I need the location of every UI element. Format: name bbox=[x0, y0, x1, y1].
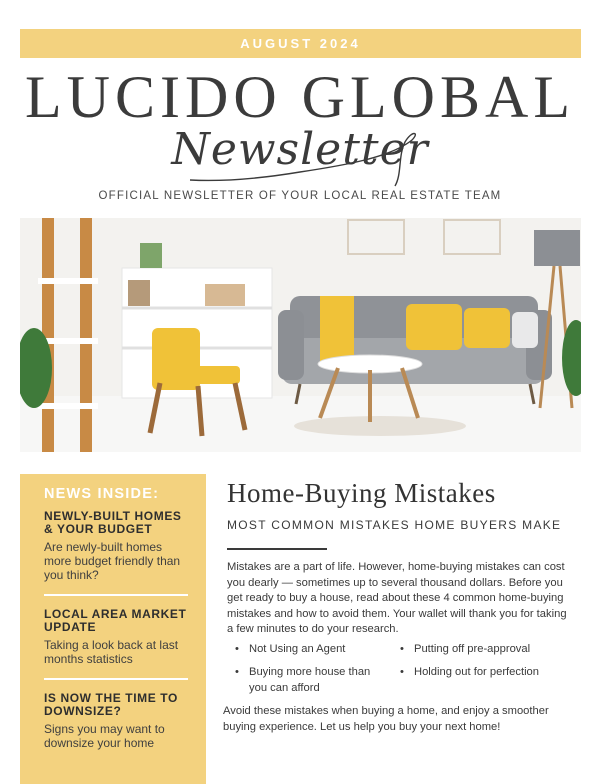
sidebar-heading: NEWS INSIDE: bbox=[44, 486, 160, 502]
list-item: • Holding out for perfection bbox=[400, 665, 570, 696]
living-room-photo bbox=[20, 218, 581, 452]
sidebar-item-title: IS NOW THE TIME TO DOWNSIZE? bbox=[44, 691, 178, 718]
list-item: • Putting off pre-approval bbox=[400, 642, 570, 658]
newsletter-script-title: Newsletter bbox=[171, 124, 429, 175]
news-inside-sidebar bbox=[20, 474, 206, 784]
list-item-text: Holding out for perfection bbox=[414, 666, 540, 678]
article-closing: Avoid these mistakes when buying a home, and enjoy a smoother buying experience. Let us help you buy your next home! bbox=[223, 705, 549, 733]
issue-date-banner: AUGUST 2024 bbox=[20, 29, 581, 58]
brand-name: LUCIDO GLOBAL bbox=[25, 64, 575, 130]
sidebar-divider bbox=[44, 594, 188, 596]
article-body: Mistakes are a part of life. However, home-buying mistakes can cost you dearly — sometimes up to several thousand dollars. Before you get ready to buy a house, read about these 4 common home-buying mistakes and how to avoid them. Your wallet will thank you for taking a few minutes to do your research. bbox=[227, 561, 567, 635]
list-item-text: Putting off pre-approval bbox=[414, 642, 531, 655]
list-item: • Buying more house than you can afford bbox=[235, 665, 390, 696]
sidebar-item-title: NEWLY-BUILT HOMES & YOUR BUDGET bbox=[44, 509, 182, 536]
list-item-text: Buying more house than you can afford bbox=[249, 666, 371, 694]
article-title: Home-Buying Mistakes bbox=[227, 478, 496, 508]
tagline: OFFICIAL NEWSLETTER OF YOUR LOCAL REAL ESTATE TEAM bbox=[98, 190, 502, 202]
sidebar-divider bbox=[44, 678, 188, 680]
sidebar-item-text: Signs you may want to downsize your home bbox=[44, 722, 165, 750]
article-subtitle: MOST COMMON MISTAKES HOME BUYERS MAKE bbox=[227, 518, 562, 532]
list-item-text: Not Using an Agent bbox=[249, 642, 346, 655]
list-item: • Not Using an Agent bbox=[235, 642, 390, 658]
sidebar-item-title: LOCAL AREA MARKET UPDATE bbox=[44, 607, 187, 634]
article-divider bbox=[227, 548, 327, 550]
sidebar-item-text: Taking a look back at last months statistics bbox=[44, 638, 179, 666]
article bbox=[223, 476, 572, 735]
mistakes-list bbox=[227, 642, 572, 697]
sidebar-item-text: Are newly-built homes more budget friendly than you think? bbox=[44, 540, 181, 582]
